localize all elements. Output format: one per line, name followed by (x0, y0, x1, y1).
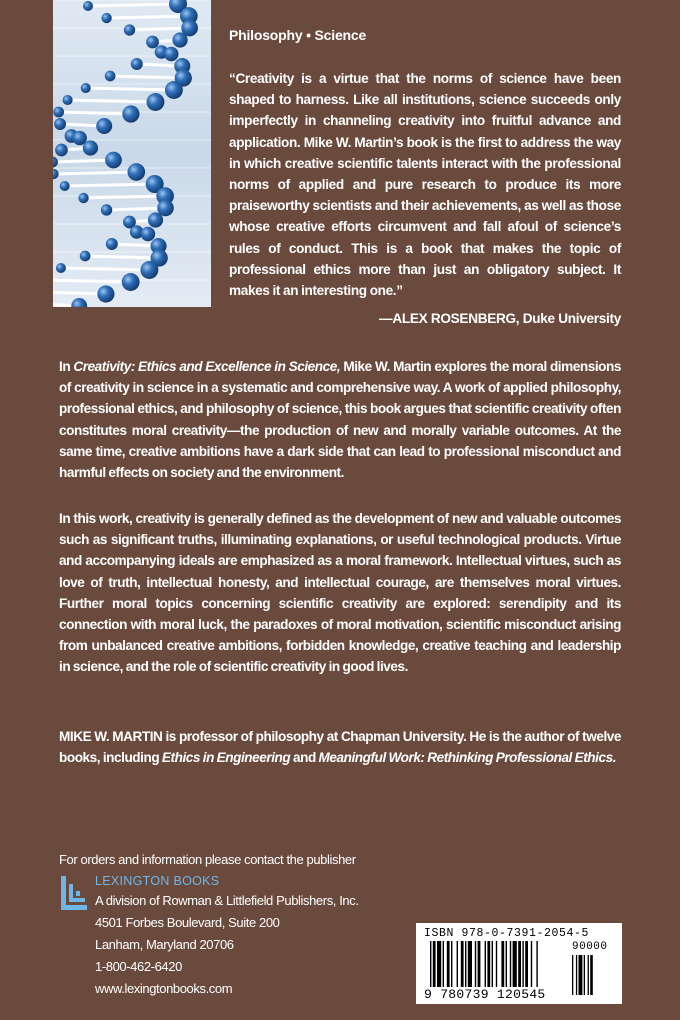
dna-node (122, 105, 139, 122)
dna-node (165, 81, 183, 99)
barcode-bar (443, 941, 444, 987)
barcode-bar (518, 941, 521, 987)
dna-rung (110, 76, 183, 78)
dna-node (80, 251, 91, 262)
barcode-bar (457, 941, 458, 987)
dna-node (55, 144, 68, 157)
description-rest: Mike W. Martin explores the moral dimensions of creativity in science in a systematic and comprehensive way. A work of applied philosophy, professional ethics, and philosophy of science, this book argues that scientific creativity often constitutes moral creativity—the production of new and morally variable outcomes. At the same time, creative ambitions have a dark side that can lead to professional misconduct and harmful effects on society and the environment. (59, 359, 621, 481)
publisher-division: A division of Rowman & Littlefield Publishers, Inc. (95, 893, 359, 908)
dna-node (141, 227, 156, 242)
barcode-bar (478, 941, 481, 987)
dna-node (83, 140, 98, 155)
dna-node (71, 298, 87, 307)
barcode-addon-bar (579, 955, 583, 995)
dna-node (140, 261, 158, 279)
dna-rung (65, 184, 155, 186)
barcode-bar (525, 941, 528, 987)
dna-node (53, 169, 59, 179)
dna-node (53, 107, 64, 118)
dna-node (105, 152, 122, 169)
dna-helix-image (53, 0, 211, 307)
barcode-bar (492, 941, 493, 987)
price-code: 90000 (572, 941, 608, 953)
dna-rung (86, 88, 174, 90)
dna-node (81, 83, 91, 93)
dna-node (78, 193, 88, 203)
dna-rung (53, 280, 131, 282)
publisher-address-line-1: 4501 Forbes Boulevard, Suite 200 (95, 915, 280, 930)
publisher-website: www.lexingtonbooks.com (95, 981, 233, 996)
dna-node (127, 163, 145, 181)
dna-node (96, 118, 112, 134)
author-bio-and: and (290, 750, 319, 766)
barcode-bar (536, 941, 537, 987)
barcode-bar (451, 941, 452, 987)
barcode-bar (447, 941, 450, 987)
author-bio (59, 726, 621, 768)
dna-node (53, 156, 58, 167)
barcode-bar (513, 941, 517, 987)
dna-rung (107, 16, 189, 18)
endorsement-quote: “Creativity is a virtue that the norms of science have been shaped to harness. Like all institutions, science succeeds only imperfectly in channeling creativity into fruitful advance and application. Mike W. Martin’s book is the first to address the way in which creative scientific talents interact with the professional norms of applied and pure research to produce its more praiseworthy scientists and their achievements, as well as those whose creative efforts circumvent and fall afoul of science’s rules of conduct. This is a book that makes the topic of professional ethics more than just an obligatory subject. It makes it an interesting one.” (229, 71, 621, 299)
dna-node (83, 1, 93, 11)
dna-node (101, 13, 111, 23)
dna-rung (88, 4, 178, 6)
endorsement-attribution: —ALEX ROSENBERG, Duke University (379, 311, 621, 326)
barcode-bar (433, 941, 436, 987)
barcode-bar (522, 941, 523, 987)
barcode-bar (485, 941, 486, 987)
barcode-bar (531, 941, 532, 987)
barcode-bar (475, 941, 476, 987)
dna-rung (54, 172, 137, 174)
publisher-name: LEXINGTON BOOKS (95, 874, 220, 888)
barcode-bar (461, 941, 464, 987)
dna-node (97, 285, 114, 302)
publisher-logo-icon (59, 874, 89, 912)
barcode-addon-bar (590, 955, 593, 995)
barcode-addon-bar (572, 955, 573, 995)
dna-node (101, 204, 112, 215)
dna-node (60, 181, 70, 191)
barcode-bar (430, 941, 431, 987)
publisher-info (59, 872, 379, 1002)
dna-rung (85, 256, 159, 258)
publisher-phone: 1-800-462-6420 (95, 959, 182, 974)
book-categories: Philosophy • Science (229, 27, 367, 43)
dna-node (164, 47, 178, 61)
dna-rung (107, 208, 166, 210)
dna-node (146, 36, 159, 49)
barcode-addon-bar (588, 955, 589, 995)
barcode-bar (487, 941, 490, 987)
dna-node (147, 93, 165, 111)
book-title: Creativity: Ethics and Excellence in Science, (73, 359, 341, 374)
dna-node (122, 273, 140, 291)
dna-node (63, 95, 73, 105)
book-description-paragraph (59, 356, 621, 483)
dna-rung (130, 28, 190, 30)
dna-node (106, 238, 118, 250)
author-book-1: Ethics in Engineering (161, 750, 291, 766)
book-summary-paragraph: In this work, creativity is generally defined as the development of new and valuable outcomes such as significant truths, illuminating explanations, or useful technological products. Virtue and accompanying ideals are emphasized as a moral framework. Intellectual virtues, such as love of truth, intellectual honesty, and intellectual courage, are themselves moral virtues. Further moral topics concerning scientific creativity are explored: serendipity and its connection with moral luck, the paradoxes of moral motivation, scientific misconduct arising from unbalanced creative ambitions, forbidden knowledge, creative teaching and leadership in science, and the role of scientific creativity in good lives. (59, 511, 621, 675)
barcode-addon-bar (584, 955, 585, 995)
barcode-bar (496, 941, 497, 987)
dna-rung (68, 100, 156, 102)
author-bio-lead: MIKE W. MARTIN is professor of philosophy at Chapman University. He is the author of twelve books, including (59, 729, 621, 766)
barcode-addon-bar (576, 955, 577, 995)
orders-info: For orders and information please contact the publisher (59, 852, 356, 867)
dna-node (105, 71, 116, 82)
dna-rung (61, 268, 149, 270)
dna-rung (53, 160, 113, 162)
dna-rung (84, 196, 166, 198)
barcode-bar (468, 941, 472, 987)
dna-node (148, 212, 163, 227)
barcode-bar (510, 941, 511, 987)
barcode-bar (501, 941, 504, 987)
dna-node (131, 58, 143, 70)
author-book-2: Meaningful Work: Rethinking Professional Ethics. (318, 750, 617, 766)
dna-node (56, 263, 66, 273)
isbn-number: ISBN 978-0-7391-2054-5 (424, 927, 590, 940)
dna-node (124, 24, 135, 35)
publisher-address-line-2: Lanham, Maryland 20706 (95, 937, 234, 952)
dna-node (54, 118, 66, 130)
barcode-bar (506, 941, 507, 987)
description-lead: In (59, 359, 74, 374)
dna-rung (59, 112, 131, 114)
barcode-digits: 9 780739 120545 (424, 987, 546, 1002)
barcode-bar (437, 941, 441, 987)
isbn-barcode (416, 923, 622, 1004)
barcode-bar (465, 941, 466, 987)
dna-node (172, 32, 187, 47)
